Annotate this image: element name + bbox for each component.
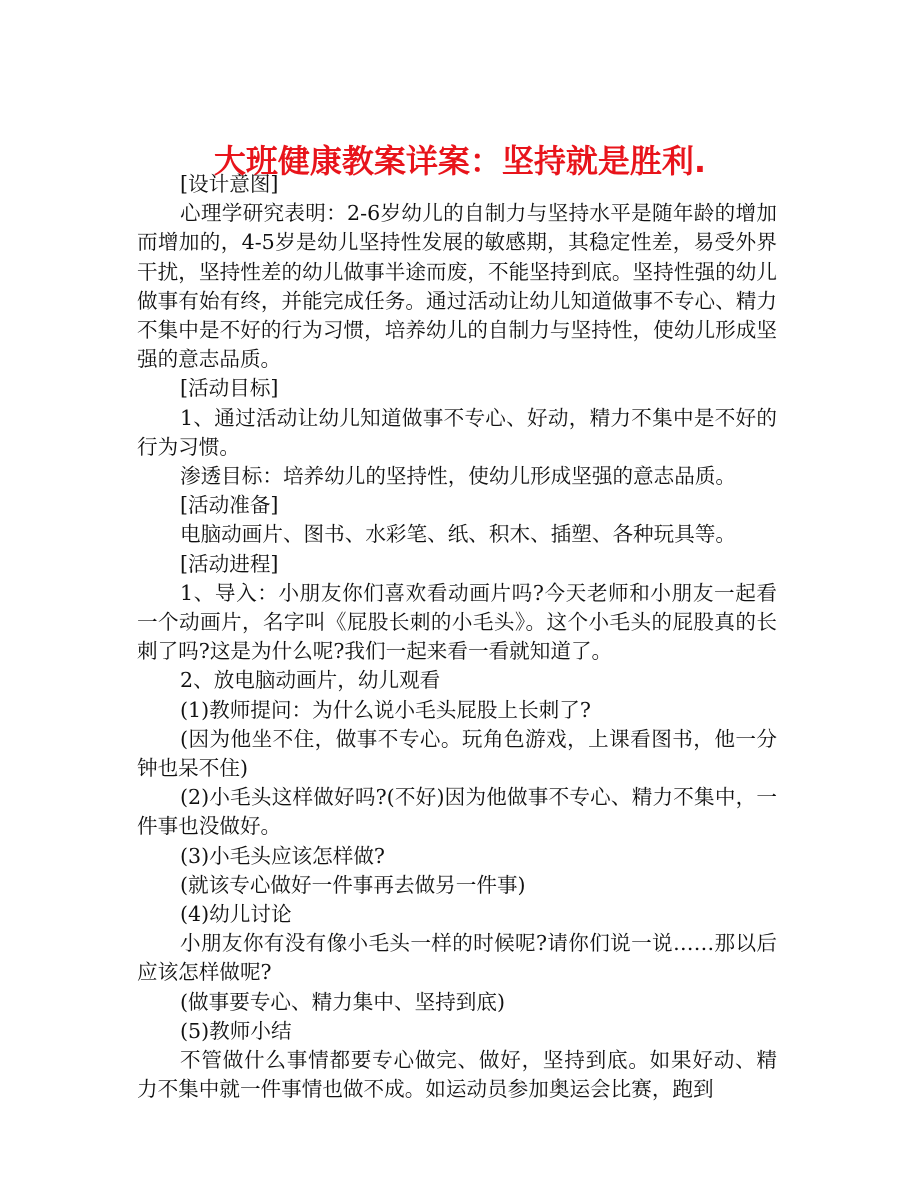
section-heading-design-intent: [设计意图] — [180, 172, 279, 196]
paragraph-design-intent: 心理学研究表明：2-6岁幼儿的自制力与坚持水平是随年龄的增加而增加的，4-5岁是幼儿坚持性发展的敏感期，其稳定性差，易受外界干扰，坚持性差的幼儿做事半途而废，不能坚持到底。坚持性强的幼儿做事有始有终，并能完成任务。通过活动让幼儿知道做事不专心、精力不集中是不好的行为习惯，培养幼儿的自制力与坚持性，使幼儿形成坚强的意志品质。 — [137, 201, 777, 372]
paragraph-discussion-prompt: 小朋友你有没有像小毛头一样的时候呢?请你们说一说……那以后应该怎样做呢? — [137, 931, 777, 985]
paragraph-step-2: 2、放电脑动画片，幼儿观看 — [180, 668, 441, 693]
paragraph-discussion-answer: (做事要专心、精力集中、坚持到底) — [180, 989, 505, 1014]
paragraph-discussion: (4)幼儿讨论 — [180, 902, 292, 927]
section-heading-goals: [活动目标] — [180, 376, 279, 401]
document-body — [137, 170, 777, 1105]
page-title: 大班健康教案详案：坚持就是胜利. — [213, 142, 707, 181]
paragraph-answer-3: (就该专心做好一件事再去做另一件事) — [180, 872, 526, 897]
paragraph-summary: 不管做什么事情都要专心做完、做好，坚持到底。如果好动、精力不集中就一件事情也做不成。如运动员参加奥运会比赛，跑到 — [137, 1048, 777, 1102]
paragraph-goal-infiltration: 渗透目标：培养幼儿的坚持性，使幼儿形成坚强的意志品质。 — [180, 464, 737, 489]
paragraph-answer-1: (因为他坐不住，做事不专心。玩角色游戏，上课看图书，他一分钟也呆不住) — [137, 726, 777, 781]
paragraph-summary-heading: (5)教师小结 — [180, 1018, 292, 1043]
paragraph-materials: 电脑动画片、图书、水彩笔、纸、积木、插塑、各种玩具等。 — [180, 522, 737, 547]
paragraph-question-3: (3)小毛头应该怎样做? — [180, 843, 385, 868]
paragraph-question-1: (1)教师提问：为什么说小毛头屁股上长刺了? — [180, 697, 591, 722]
section-heading-process: [活动进程] — [180, 551, 279, 576]
paragraph-question-2: (2)小毛头这样做好吗?(不好)因为他做事不专心、精力不集中，一件事也没做好。 — [137, 785, 777, 839]
section-heading-preparation: [活动准备] — [180, 493, 279, 518]
paragraph-goal-1: 1、通过活动让幼儿知道做事不专心、好动，精力不集中是不好的行为习惯。 — [137, 405, 777, 459]
paragraph-intro: 1、导入：小朋友你们喜欢看动画片吗?今天老师和小朋友一起看一个动画片，名字叫《屁股长刺的小毛头》。这个小毛头的屁股真的长刺了吗?这是为什么呢?我们一起来看一看就知道了。 — [137, 580, 777, 664]
